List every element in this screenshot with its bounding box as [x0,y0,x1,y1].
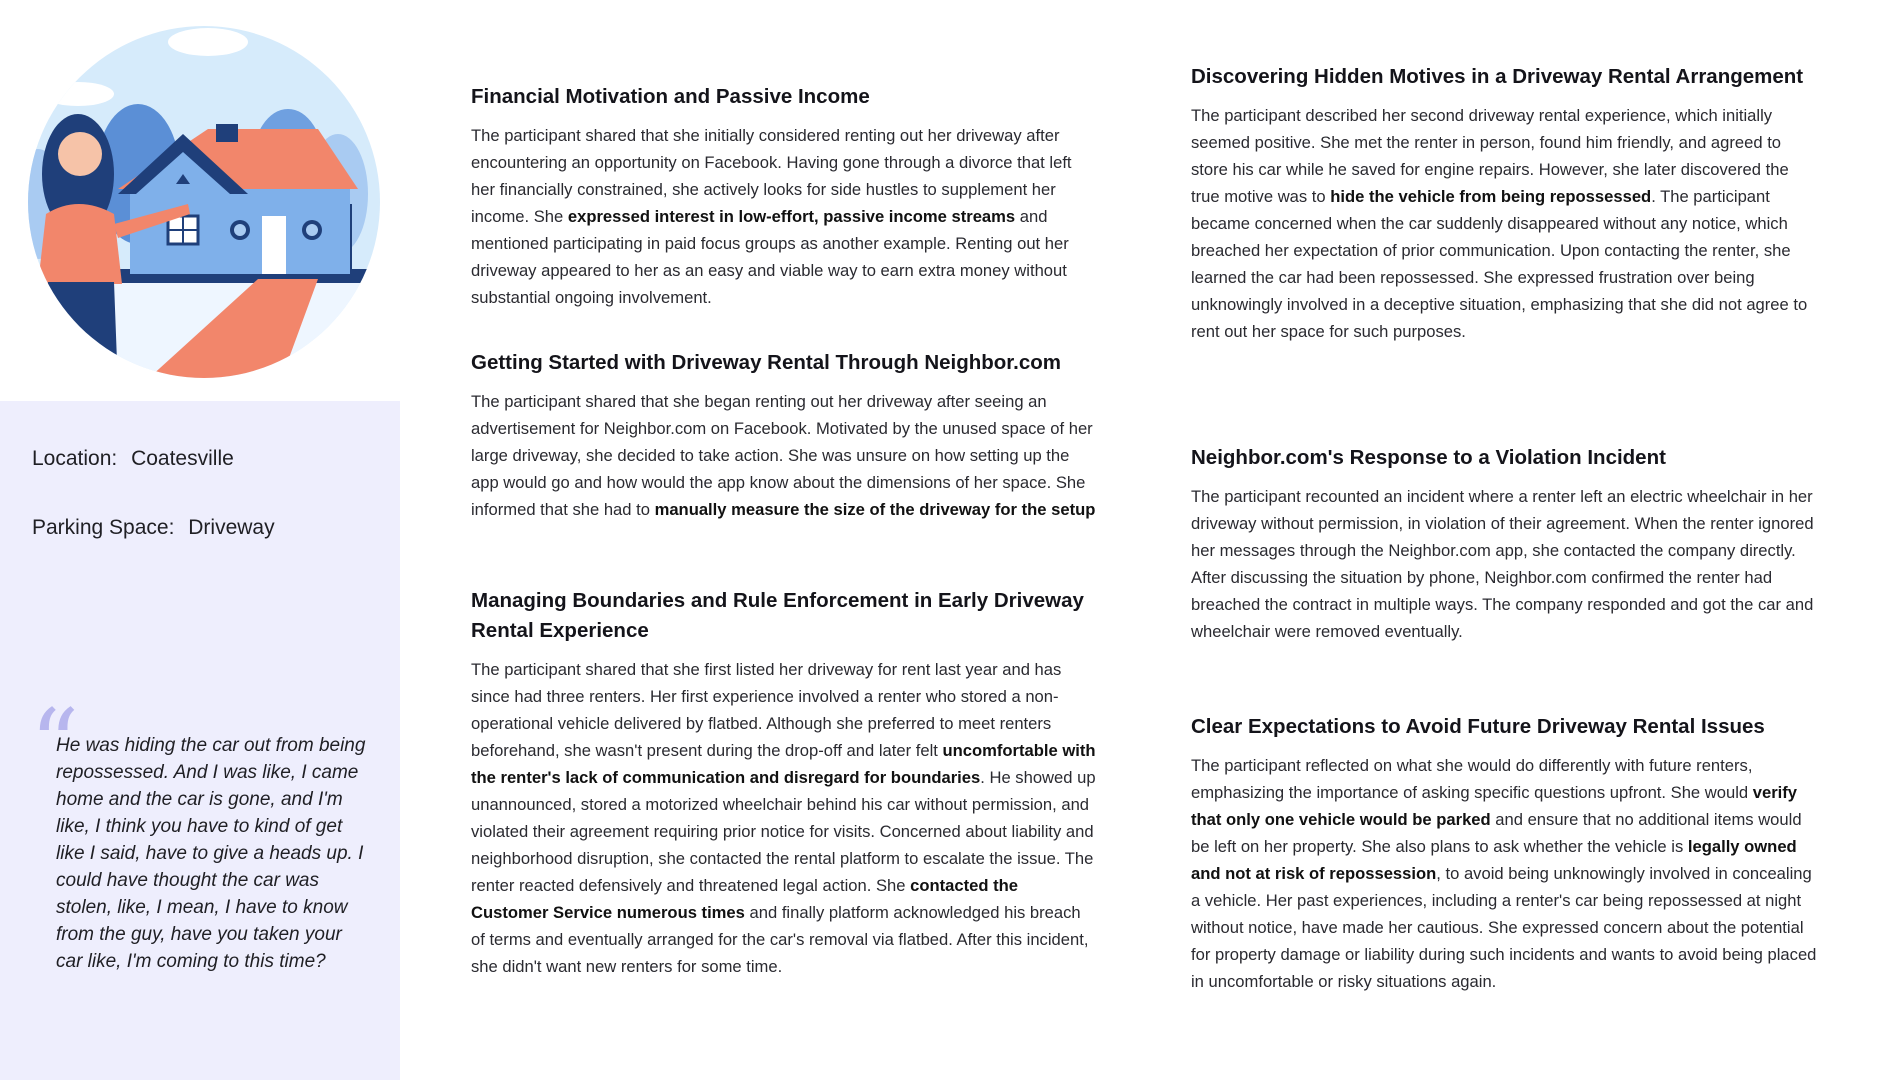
section-title: Managing Boundaries and Rule Enforcement in Early Driveway Rental Experience [471,589,1084,642]
emphasized-text: verify that only one vehicle would be parked [1191,783,1798,829]
finding-section [1191,443,1821,645]
section-body [1191,483,1821,645]
body-text: , to avoid being unknowingly involved in concealing a vehicle. Her past experiences, including a renter's car being repossessed at night without notice, have made her cautious. She expressed concern about the potential for property damage or liability during such incidents and wants to avoid being placed in uncomfortable or risky situations again. [1191,864,1817,991]
section-body [471,656,1096,980]
emphasized-text: expressed interest in low-effort, passive income streams [567,207,1016,226]
section-title: Clear Expectations to Avoid Future Driveway Rental Issues [1191,715,1765,738]
body-text: . He showed up unannounced, stored a motorized wheelchair behind his car without permission, and violated their agreement requiring prior notice for visits. Concerned about liability and neighborhood disruption, she contacted the rental platform to escalate the issue. The renter reacted defensively and threatened legal action. She [471,768,1096,895]
finding-section [471,348,1096,523]
section-body [1191,752,1821,995]
section-title: Getting Started with Driveway Rental Through Neighbor.com [471,351,1062,374]
finding-section [1191,62,1821,345]
location-row [32,447,234,471]
finding-section [471,82,1096,311]
emphasized-text: uncomfortable with the renter's lack of communication and disregard for boundaries [471,741,1096,787]
persona-sidebar [0,401,400,1080]
section-body [471,122,1096,311]
section-body [1191,102,1821,345]
body-text: The participant recounted an incident where a renter left an electric wheelchair in her driveway without permission, in violation of their agreement. When the renter ignored her messages through the Neighbor.com app, she contacted the company directly. After discussing the situation by phone, Neighbor.com confirmed the renter had breached the contract in multiple ways. The company responded and got the car and wheelchair were removed eventually. [1191,487,1814,641]
section-title: Neighbor.com's Response to a Violation Incident [1191,446,1666,469]
body-text: . The participant became concerned when the car suddenly disappeared without any notice, which breached her expectation of prior communication. Upon contacting the renter, she learned the car had been repossessed. She expressed frustration over being unknowingly involved in a deceptive situation, emphasizing that she did not agree to rent out her space for such purposes. [1191,187,1808,341]
quote-mark-icon: “ [30,689,80,801]
location-value: Coatesville [131,447,234,470]
emphasized-text: contacted the Customer Service numerous times [471,876,1018,922]
body-text: The participant shared that she first listed her driveway for rent last year and has since had three renters. Her first experience involved a renter who stored a non-operational vehicle delivered by flatbed. Although she preferred to meet renters beforehand, she wasn't present during the drop-off and later felt [471,660,1062,760]
emphasized-text: manually measure the size of the driveway for the setup [654,500,1096,519]
location-label: Location: [32,447,118,470]
house-illustration [18,24,390,388]
participant-quote: He was hiding the car out from being repossessed. And I was like, I came home and the car is gone, and I'm like, I think you have to kind of get like I said, have to give a heads up. I could have thought the car was stolen, like, I mean, I have to know from the guy, have you taken your car like, I'm coming to this time? [56,735,366,972]
parking-space-value: Driveway [188,516,275,539]
parking-space-label: Parking Space: [32,516,175,539]
body-text: The participant reflected on what she would do differently with future renters, emphasizing the importance of asking specific questions upfront. She would [1191,756,1753,802]
body-text: The participant described her second driveway rental experience, which initially seemed positive. She met the renter in person, found him friendly, and agreed to store his car while he saved for engine repairs. However, she later discovered the true motive was to [1191,106,1789,206]
finding-section [1191,712,1821,995]
body-text: The participant shared that she began renting out her driveway after seeing an advertisement for Neighbor.com on Facebook. Motivated by the unused space of her large driveway, she decided to take action. She was unsure on how setting up the app would go and how would the app know about the dimensions of her space. She informed that she had to [471,392,1093,519]
section-body [471,388,1096,523]
emphasized-text: legally owned and not at risk of repossession [1191,837,1797,883]
body-text: The participant shared that she initially considered renting out her driveway after encountering an opportunity on Facebook. Having gone through a divorce that left her financially constrained, she actively looks for side hustles to supplement her income. She [471,126,1072,226]
parking-space-row [32,516,275,540]
finding-section [471,586,1096,980]
body-text: and finally platform acknowledged his breach of terms and eventually arranged for the car's removal via flatbed. After this incident, she didn't want new renters for some time. [471,903,1089,976]
body-text: and ensure that no additional items would be left on her property. She also plans to ask whether the vehicle is [1191,810,1802,856]
section-title: Discovering Hidden Motives in a Driveway Rental Arrangement [1191,65,1804,88]
emphasized-text: hide the vehicle from being repossessed [1330,187,1652,206]
section-title: Financial Motivation and Passive Income [471,85,870,108]
body-text: and mentioned participating in paid focus groups as another example. Renting out her driveway appeared to her as an easy and viable way to earn extra money without substantial ongoing involvement. [471,207,1069,307]
